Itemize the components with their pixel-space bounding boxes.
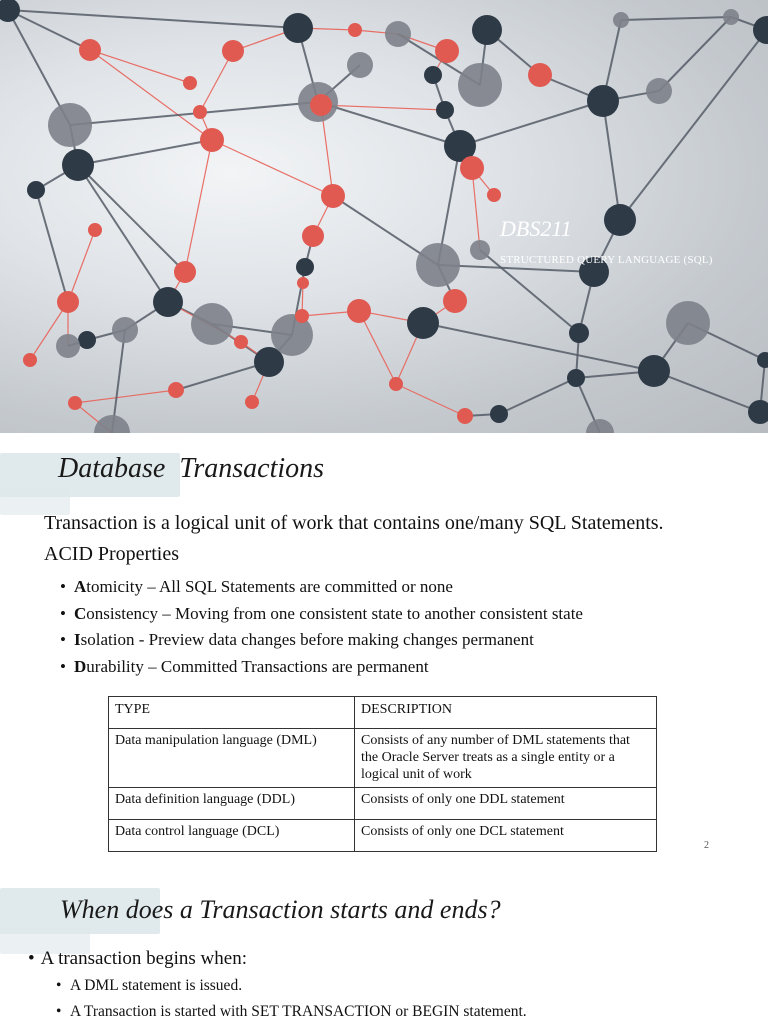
list-item: • A Transaction is started with SET TRANSACTION or BEGIN statement. <box>56 999 527 1024</box>
network-edge <box>396 384 465 416</box>
network-node <box>310 94 332 116</box>
network-node <box>296 258 314 276</box>
network-node <box>57 291 79 313</box>
network-node <box>56 334 80 358</box>
list-item-text: solation - Preview data changes before making changes permanent <box>80 630 534 650</box>
network-node <box>604 204 636 236</box>
network-edge <box>659 17 731 91</box>
slide-title: When does a Transaction starts and ends? <box>60 895 501 924</box>
table-row <box>109 729 657 788</box>
network-node <box>490 405 508 423</box>
network-node <box>222 40 244 62</box>
network-background-graphic <box>0 0 768 433</box>
list-item-text: tomicity – All SQL Statements are committed or none <box>86 577 453 596</box>
course-title: DBS211 <box>500 216 572 241</box>
network-edge <box>359 311 396 384</box>
network-node <box>613 12 629 28</box>
network-node <box>88 223 102 237</box>
network-node <box>168 382 184 398</box>
table-header-cell: TYPE <box>109 697 355 729</box>
network-node <box>200 128 224 152</box>
network-edge <box>8 10 90 50</box>
network-node <box>94 415 130 433</box>
sub-bullet-list <box>56 973 527 1024</box>
network-edge <box>423 323 654 371</box>
transactions-slide <box>0 433 768 870</box>
network-edge <box>212 140 333 196</box>
list-item <box>60 574 583 601</box>
network-node <box>283 13 313 43</box>
network-node <box>385 21 411 47</box>
network-edge <box>78 165 185 272</box>
table-cell: Consists of only one DDL statement <box>355 788 657 820</box>
network-node <box>748 400 768 424</box>
network-node <box>348 23 362 37</box>
network-node <box>68 396 82 410</box>
network-node <box>347 299 371 323</box>
network-node <box>112 317 138 343</box>
network-edge <box>36 190 68 302</box>
network-node <box>460 156 484 180</box>
network-edge <box>499 378 576 414</box>
network-node <box>753 16 768 44</box>
network-node <box>435 39 459 63</box>
network-edge <box>460 101 603 146</box>
table-header-cell: DESCRIPTION <box>355 697 657 729</box>
network-node <box>528 63 552 87</box>
acid-heading: ACID Properties <box>44 543 179 565</box>
network-node <box>297 277 309 289</box>
network-node <box>191 303 233 345</box>
network-edge <box>603 101 620 220</box>
network-node <box>389 377 403 391</box>
bold-letter: A <box>74 577 87 596</box>
network-node <box>245 395 259 409</box>
network-edge <box>472 168 480 250</box>
network-node <box>470 240 490 260</box>
network-edge <box>8 10 298 28</box>
network-node <box>0 0 20 22</box>
network-node <box>183 76 197 90</box>
table-header-row <box>109 697 657 729</box>
network-edge <box>621 17 731 20</box>
intro-text: Transaction is a logical unit of work that contains one/many SQL Statements. <box>44 512 664 534</box>
list-item <box>60 601 583 628</box>
table-row <box>109 788 657 820</box>
network-node <box>487 188 501 202</box>
list-item <box>60 627 583 654</box>
list-item: • A DML statement is issued. <box>56 973 527 999</box>
network-node <box>153 287 183 317</box>
network-node <box>174 261 196 283</box>
transaction-type-table <box>108 696 657 852</box>
table-row <box>109 820 657 852</box>
title-brush-decoration <box>0 487 70 515</box>
network-node <box>638 355 670 387</box>
acid-list <box>60 574 583 681</box>
network-node <box>458 63 502 107</box>
bullet-text: • A transaction begins when: <box>28 948 247 970</box>
table-cell: Data control language (DCL) <box>109 820 355 852</box>
network-node <box>457 408 473 424</box>
network-node <box>472 15 502 45</box>
list-item-text: onsistency – Moving from one consistent state to another consistent state <box>86 603 583 623</box>
page-number: 2 <box>704 840 709 851</box>
network-node <box>23 353 37 367</box>
network-node <box>62 149 94 181</box>
bold-letter: C <box>74 603 87 623</box>
network-edge <box>654 371 760 412</box>
network-edge <box>75 390 176 403</box>
network-edge <box>620 30 767 220</box>
table-cell: Data definition language (DDL) <box>109 788 355 820</box>
network-node <box>436 101 454 119</box>
network-node <box>757 352 768 368</box>
title-slide <box>0 0 768 433</box>
network-edge <box>185 140 212 272</box>
network-node <box>569 323 589 343</box>
course-subtitle: STRUCTURED QUERY LANGUAGE (SQL) <box>500 254 713 266</box>
network-node <box>424 66 442 84</box>
network-node <box>567 369 585 387</box>
list-item-text: urability – Committed Transactions are permanent <box>86 657 429 677</box>
bold-letter: I <box>74 630 81 650</box>
network-node <box>321 184 345 208</box>
network-node <box>302 225 324 247</box>
network-node <box>78 331 96 349</box>
network-node <box>295 309 309 323</box>
network-edge <box>68 230 95 302</box>
network-node <box>587 85 619 117</box>
network-node <box>193 105 207 119</box>
bold-letter: D <box>74 657 87 677</box>
table-cell: Consists of any number of DML statements that the Oracle Server treats as a single entity or a logical unit of work <box>355 729 657 788</box>
network-edge <box>90 50 212 140</box>
network-node <box>79 39 101 61</box>
slide-title: Database Transactions <box>58 453 325 484</box>
network-node <box>347 52 373 78</box>
network-edge <box>438 265 594 272</box>
list-item <box>60 654 583 681</box>
network-node <box>48 103 92 147</box>
network-node <box>586 419 614 433</box>
network-node <box>234 335 248 349</box>
transaction-start-slide <box>0 870 768 1024</box>
network-node <box>407 307 439 339</box>
network-node <box>666 301 710 345</box>
network-node <box>646 78 672 104</box>
network-edge <box>90 50 190 83</box>
table-cell: Consists of only one DCL statement <box>355 820 657 852</box>
table-cell: Data manipulation language (DML) <box>109 729 355 788</box>
network-edge <box>78 140 212 165</box>
network-node <box>723 9 739 25</box>
network-node <box>416 243 460 287</box>
network-node <box>443 289 467 313</box>
network-node <box>27 181 45 199</box>
